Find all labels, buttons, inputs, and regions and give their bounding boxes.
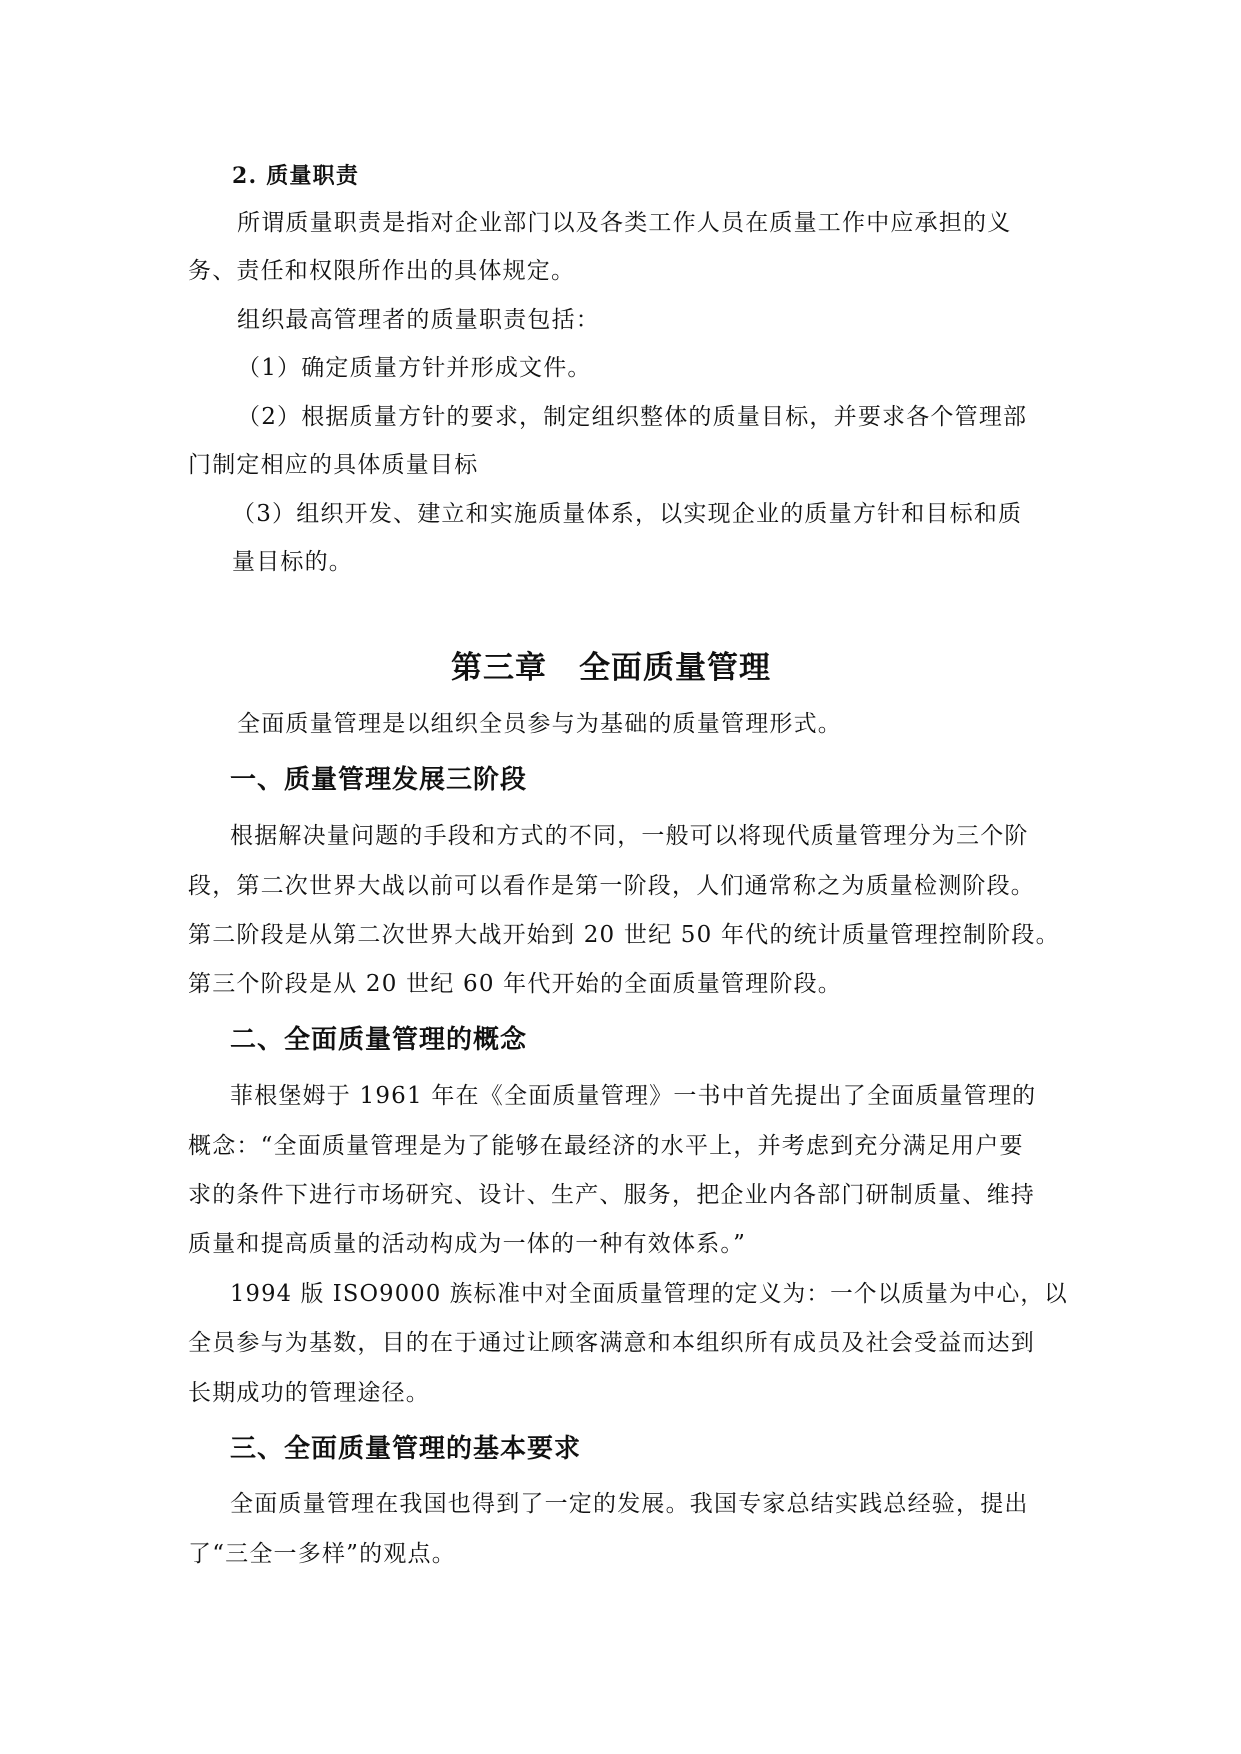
paragraph-line: 概念：“全面质量管理是为了能够在最经济的水平上，并考虑到充分满足用户要 <box>188 1133 1024 1159</box>
chapter-title: 第三章 全面质量管理 <box>451 650 771 686</box>
paragraph-line: 了“三全一多样”的观点。 <box>188 1541 456 1567</box>
paragraph-line: 务、责任和权限所作出的具体规定。 <box>188 258 576 284</box>
list-item-continuation: 量目标的。 <box>232 549 353 575</box>
paragraph-line: 1994 版 ISO9000 族标准中对全面质量管理的定义为：一个以质量为中心，以 <box>230 1281 1068 1307</box>
paragraph-line: 段，第二次世界大战以前可以看作是第一阶段，人们通常称之为质量检测阶段。 <box>188 873 1035 899</box>
paragraph-line: 第二阶段是从第二次世界大战开始到 20 世纪 50 年代的统计质量管理控制阶段。 <box>188 922 1060 948</box>
paragraph-line: 菲根堡姆于 1961 年在《全面质量管理》一书中首先提出了全面质量管理的 <box>230 1083 1037 1109</box>
list-item: （3）组织开发、建立和实施质量体系，以实现企业的质量方针和目标和质 <box>232 501 1023 527</box>
section-heading: 二、全面质量管理的概念 <box>230 1025 528 1055</box>
list-item-continuation: 门制定相应的具体质量目标 <box>188 452 479 478</box>
subsection-heading: 2. 质量职责 <box>232 163 360 189</box>
paragraph-line: 求的条件下进行市场研究、设计、生产、服务，把企业内各部门研制质量、维持 <box>188 1182 1035 1208</box>
paragraph-line: 全面质量管理是以组织全员参与为基础的质量管理形式。 <box>237 711 842 737</box>
list-item: （1）确定质量方针并形成文件。 <box>237 355 592 381</box>
list-item: （2）根据质量方针的要求，制定组织整体的质量目标，并要求各个管理部 <box>237 404 1028 430</box>
paragraph-line: 长期成功的管理途径。 <box>188 1380 430 1406</box>
paragraph-line: 全员参与为基数，目的在于通过让顾客满意和本组织所有成员及社会受益而达到 <box>188 1330 1035 1356</box>
paragraph-line: 第三个阶段是从 20 世纪 60 年代开始的全面质量管理阶段。 <box>188 971 842 997</box>
paragraph-line: 根据解决量问题的手段和方式的不同，一般可以将现代质量管理分为三个阶 <box>230 823 1029 849</box>
section-heading: 一、质量管理发展三阶段 <box>230 765 528 795</box>
paragraph-line: 质量和提高质量的活动构成为一体的一种有效体系。” <box>188 1231 747 1257</box>
paragraph-line: 全面质量管理在我国也得到了一定的发展。我国专家总结实践总经验，提出 <box>230 1491 1029 1517</box>
paragraph-line: 所谓质量职责是指对企业部门以及各类工作人员在质量工作中应承担的义 <box>237 210 1012 236</box>
paragraph-line: 组织最高管理者的质量职责包括： <box>237 307 600 333</box>
section-heading: 三、全面质量管理的基本要求 <box>230 1434 582 1464</box>
